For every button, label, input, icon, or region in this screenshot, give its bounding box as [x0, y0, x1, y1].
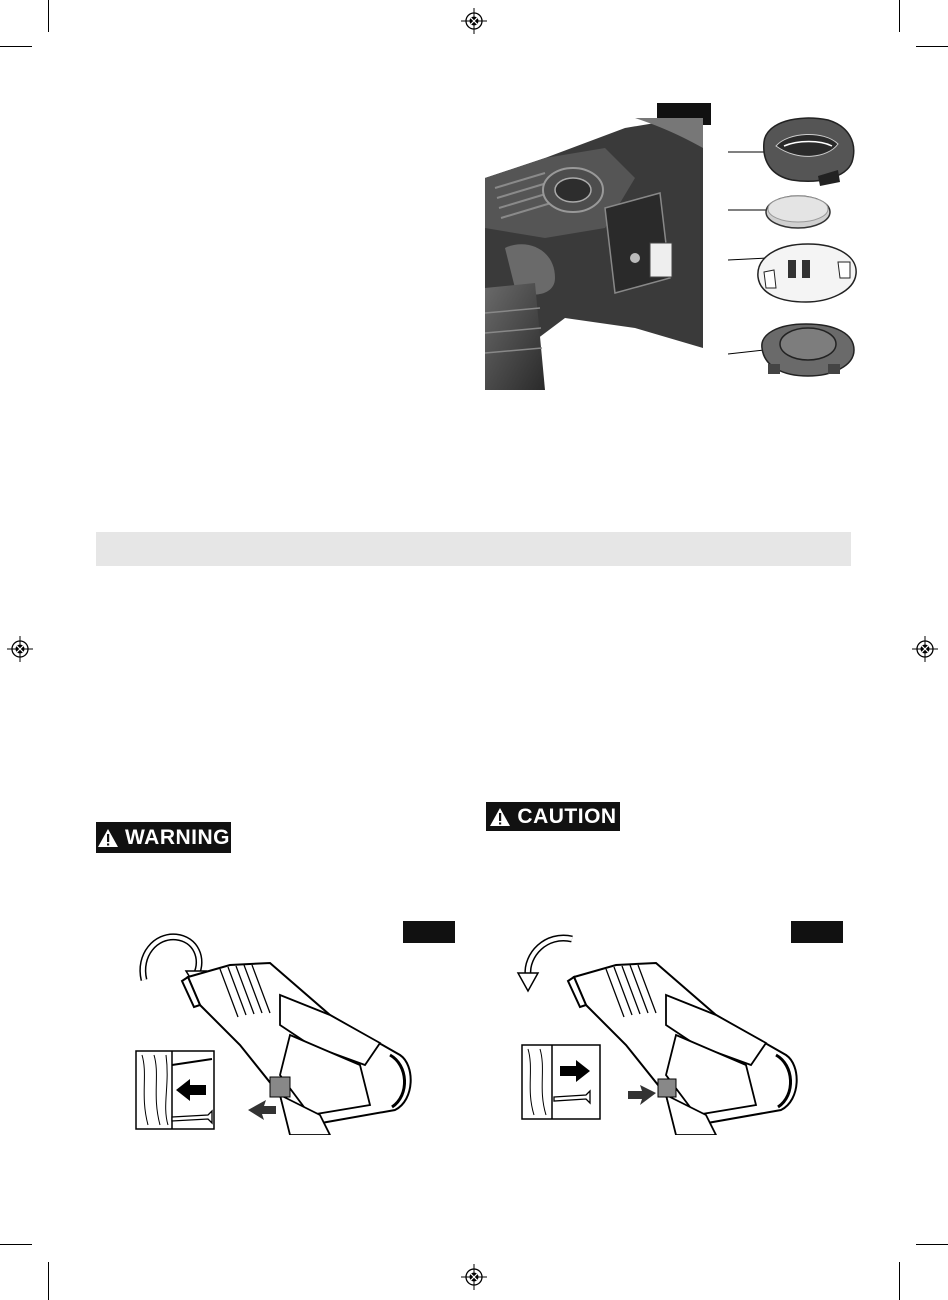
- caution-signal-label: [486, 802, 620, 831]
- drill-handle-illustration: [485, 118, 703, 390]
- battery-cap-exploded-parts: [728, 112, 868, 392]
- warning-text: WARNING: [125, 825, 230, 849]
- crop-mark: [899, 0, 900, 32]
- crop-mark: [916, 46, 948, 47]
- warning-triangle-icon: [489, 807, 511, 827]
- section-heading-bar: [96, 532, 851, 566]
- registration-mark-icon: [7, 636, 33, 662]
- crop-mark: [899, 1262, 900, 1300]
- drill-forward-rotation-illustration: [516, 925, 806, 1135]
- rotate-counterclockwise-arrow-icon: [528, 938, 572, 975]
- warning-triangle-icon: [97, 828, 119, 848]
- crop-mark: [0, 46, 32, 47]
- registration-mark-icon: [461, 1264, 487, 1290]
- crop-mark: [916, 1244, 948, 1245]
- drill-reverse-rotation-illustration: [130, 925, 420, 1135]
- warning-signal-label: [96, 822, 231, 853]
- crop-mark: [48, 1262, 49, 1300]
- crop-mark: [48, 0, 49, 32]
- crop-mark: [0, 1244, 32, 1245]
- registration-mark-icon: [912, 636, 938, 662]
- caution-text: CAUTION: [517, 804, 617, 828]
- registration-mark-icon: [461, 8, 487, 34]
